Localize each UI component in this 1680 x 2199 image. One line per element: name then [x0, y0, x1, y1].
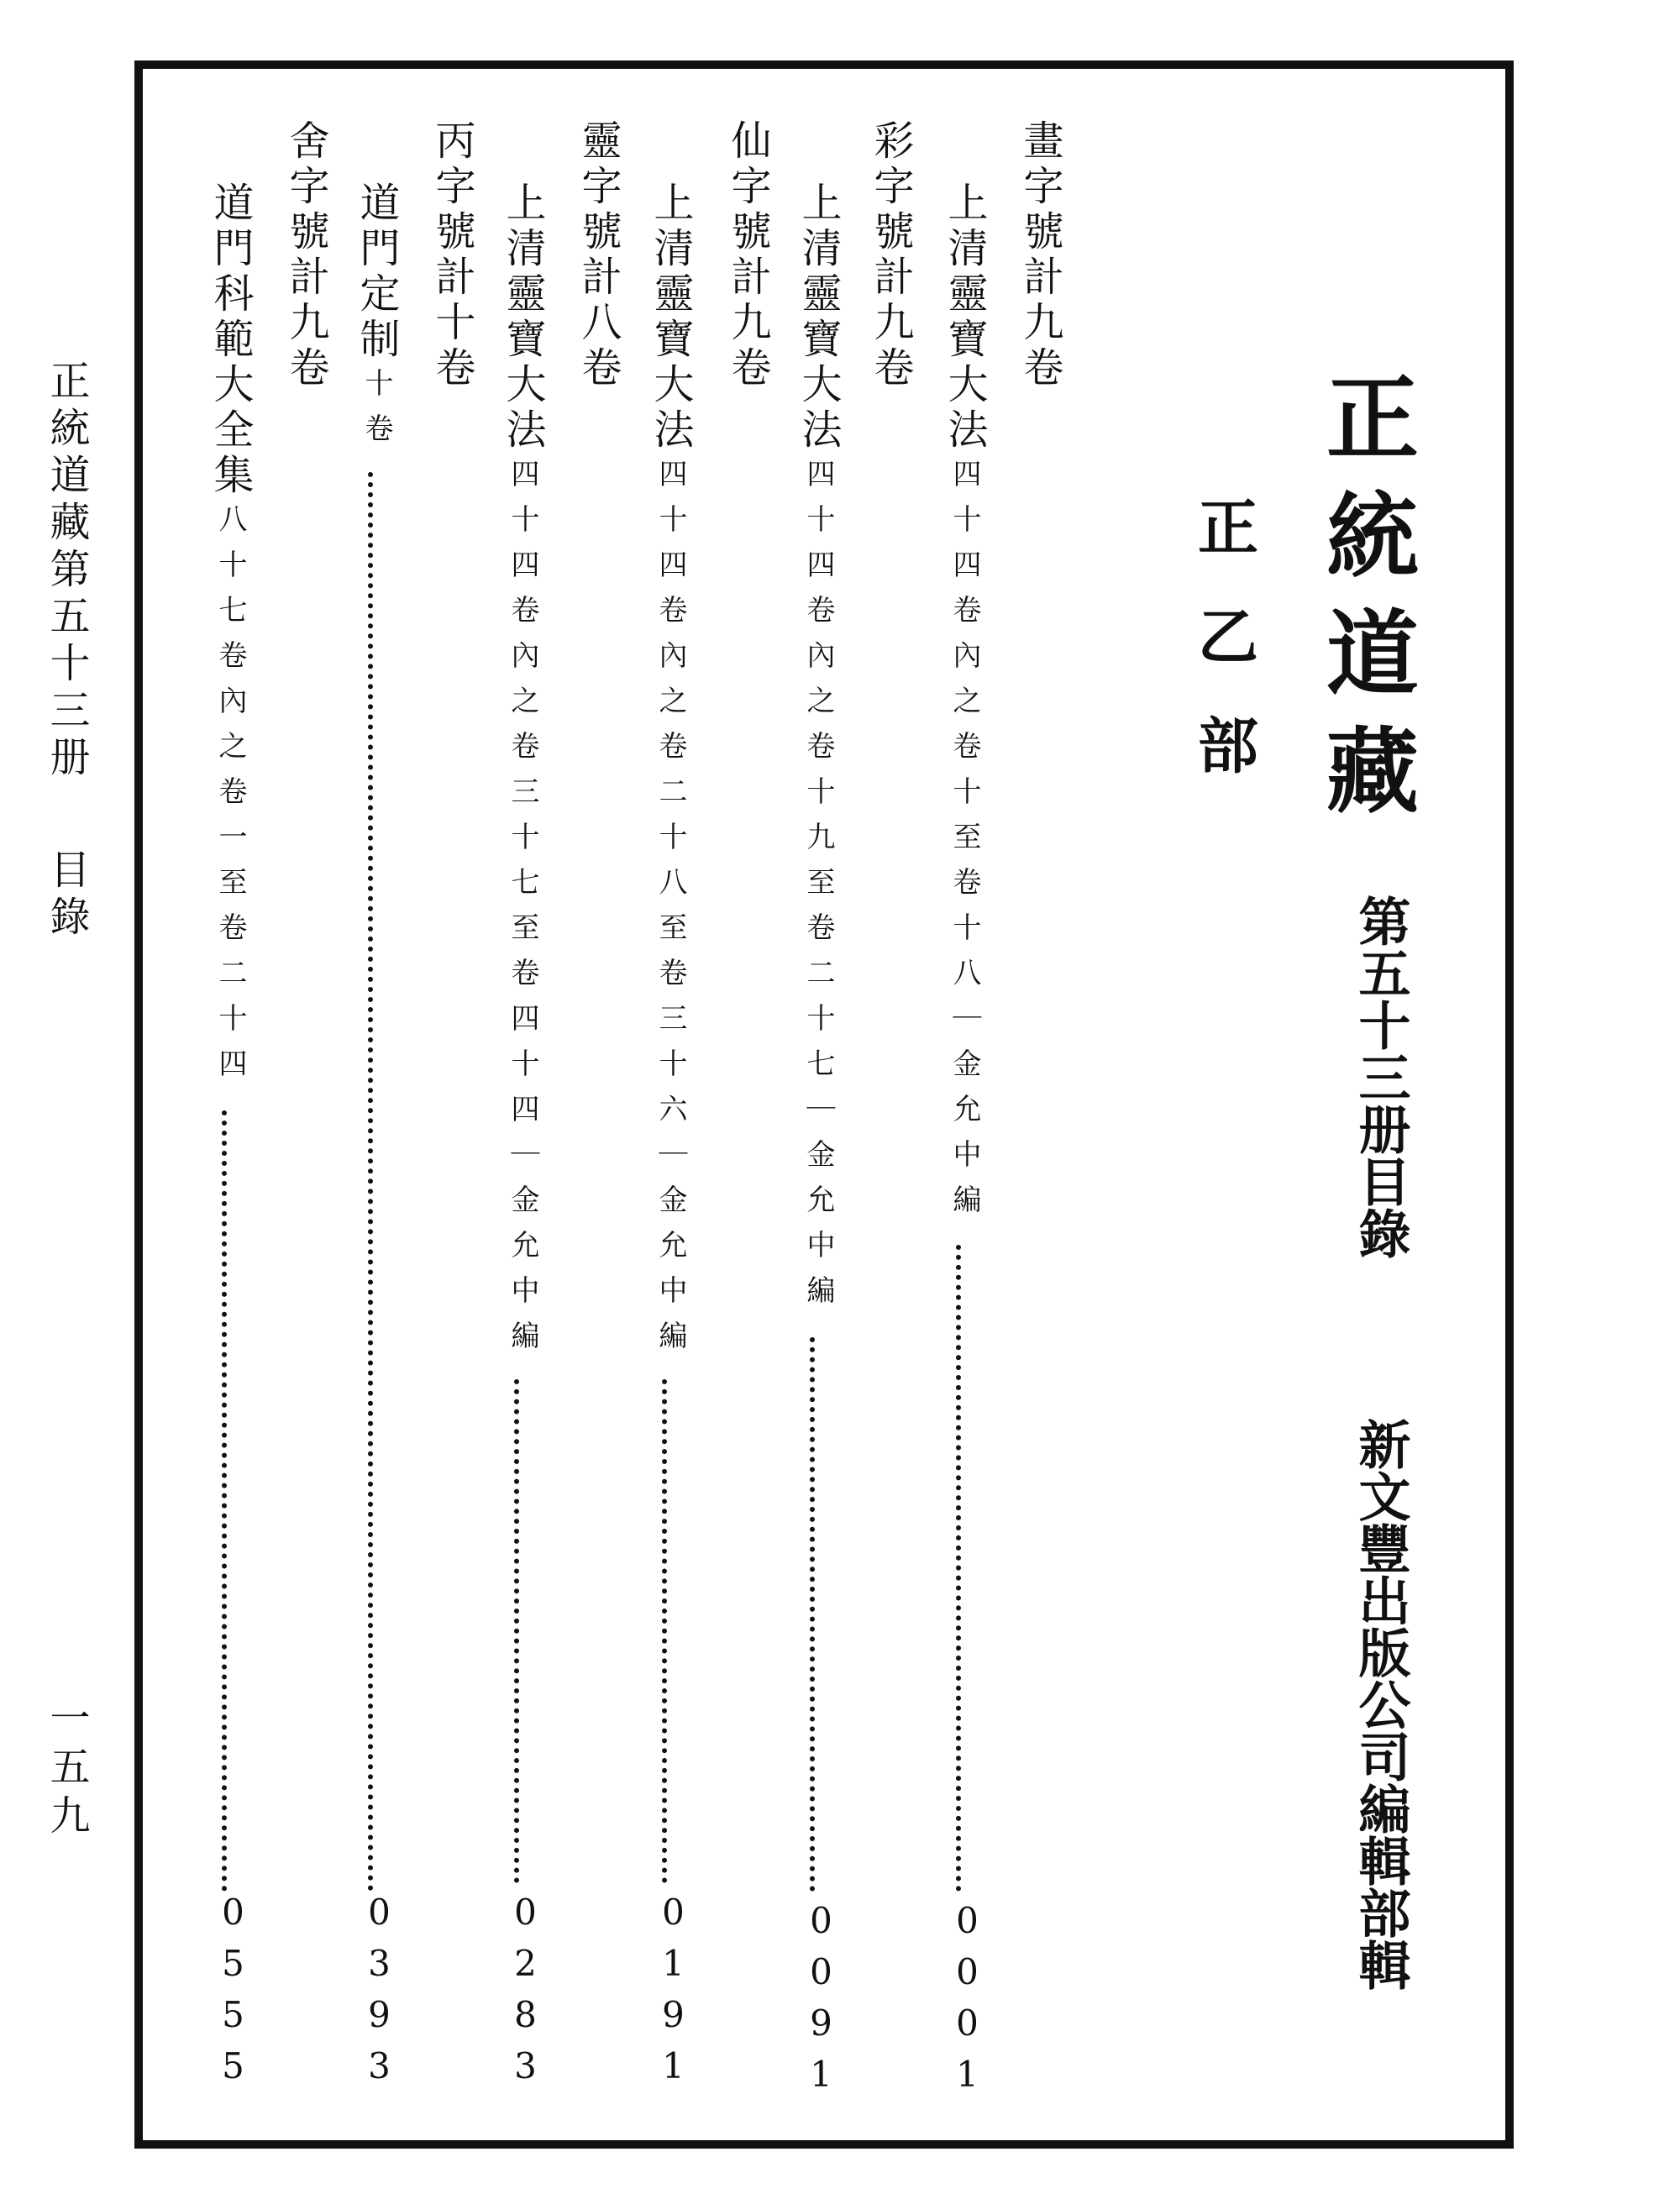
dot-leader	[810, 1337, 822, 1892]
entry-page-number: 0001	[947, 1900, 988, 2105]
entry-title: 上清靈寶大法	[795, 181, 842, 454]
toc-entry	[934, 119, 990, 2105]
main-title: 正統道藏	[1311, 370, 1420, 840]
publisher-credit: 新文豐出版公司編輯部輯	[1350, 1418, 1411, 1991]
margin-section-text: 目錄	[43, 848, 90, 942]
group-heading-column	[722, 119, 778, 2076]
dot-leader	[222, 1110, 234, 1892]
group-heading: 畫字號計九卷	[1016, 119, 1063, 391]
section-title: 正乙部	[1188, 496, 1259, 823]
entry-note: 四十四卷內之卷十九至卷二十七｜金允中編	[801, 459, 835, 1320]
group-heading-column	[865, 119, 921, 2076]
entry-page-number: 0191	[653, 1892, 694, 2097]
volume-title: 第五十三册目錄	[1350, 895, 1411, 1259]
entry-page-number: 0091	[801, 1900, 842, 2105]
entry-page-number: 0393	[359, 1892, 400, 2097]
toc-entry	[492, 119, 548, 2097]
group-heading-column	[427, 119, 482, 2076]
entry-note: 四十四卷內之卷二十八至卷三十六｜金允中編	[654, 459, 687, 1366]
entry-page-number: 0555	[213, 1892, 254, 2097]
entry-note: 八十七卷內之卷一至卷二十四	[213, 504, 247, 1094]
dot-leader	[956, 1245, 968, 1892]
entry-page-number: 0283	[505, 1892, 546, 2097]
margin-volume-text: 正統道藏第五十三册	[43, 360, 90, 783]
dot-leader	[368, 472, 380, 1892]
margin-page-number: 一五九	[43, 1697, 90, 1843]
dot-leader	[662, 1379, 674, 1883]
entry-title: 上清靈寶大法	[499, 181, 546, 454]
group-heading: 丙字號計十卷	[428, 119, 475, 391]
group-heading-column	[281, 119, 336, 2076]
toc-entry	[640, 119, 696, 2097]
entry-title: 道門科範大全集	[207, 181, 254, 499]
entry-note: 四十四卷內之卷三十七至卷四十四｜金允中編	[506, 459, 539, 1366]
group-heading-column	[573, 119, 628, 2076]
entry-title: 道門定制	[353, 181, 400, 363]
group-heading: 靈字號計八卷	[575, 119, 622, 391]
group-heading: 舍字號計九卷	[282, 119, 329, 391]
entry-title: 上清靈寶大法	[941, 181, 988, 454]
group-heading: 彩字號計九卷	[867, 119, 914, 391]
group-heading-column	[1015, 119, 1070, 2076]
group-heading: 仙字號計九卷	[724, 119, 771, 391]
entry-note: 四十四卷內之卷十至卷十八｜金允中編	[948, 459, 981, 1230]
entry-note: 十卷	[360, 368, 393, 459]
toc-entry	[200, 119, 255, 2097]
margin-volume-label	[43, 360, 90, 942]
toc-entry	[788, 119, 843, 2105]
dot-leader	[514, 1379, 526, 1883]
entry-title: 上清靈寶大法	[647, 181, 694, 454]
toc-entry	[346, 119, 402, 2097]
